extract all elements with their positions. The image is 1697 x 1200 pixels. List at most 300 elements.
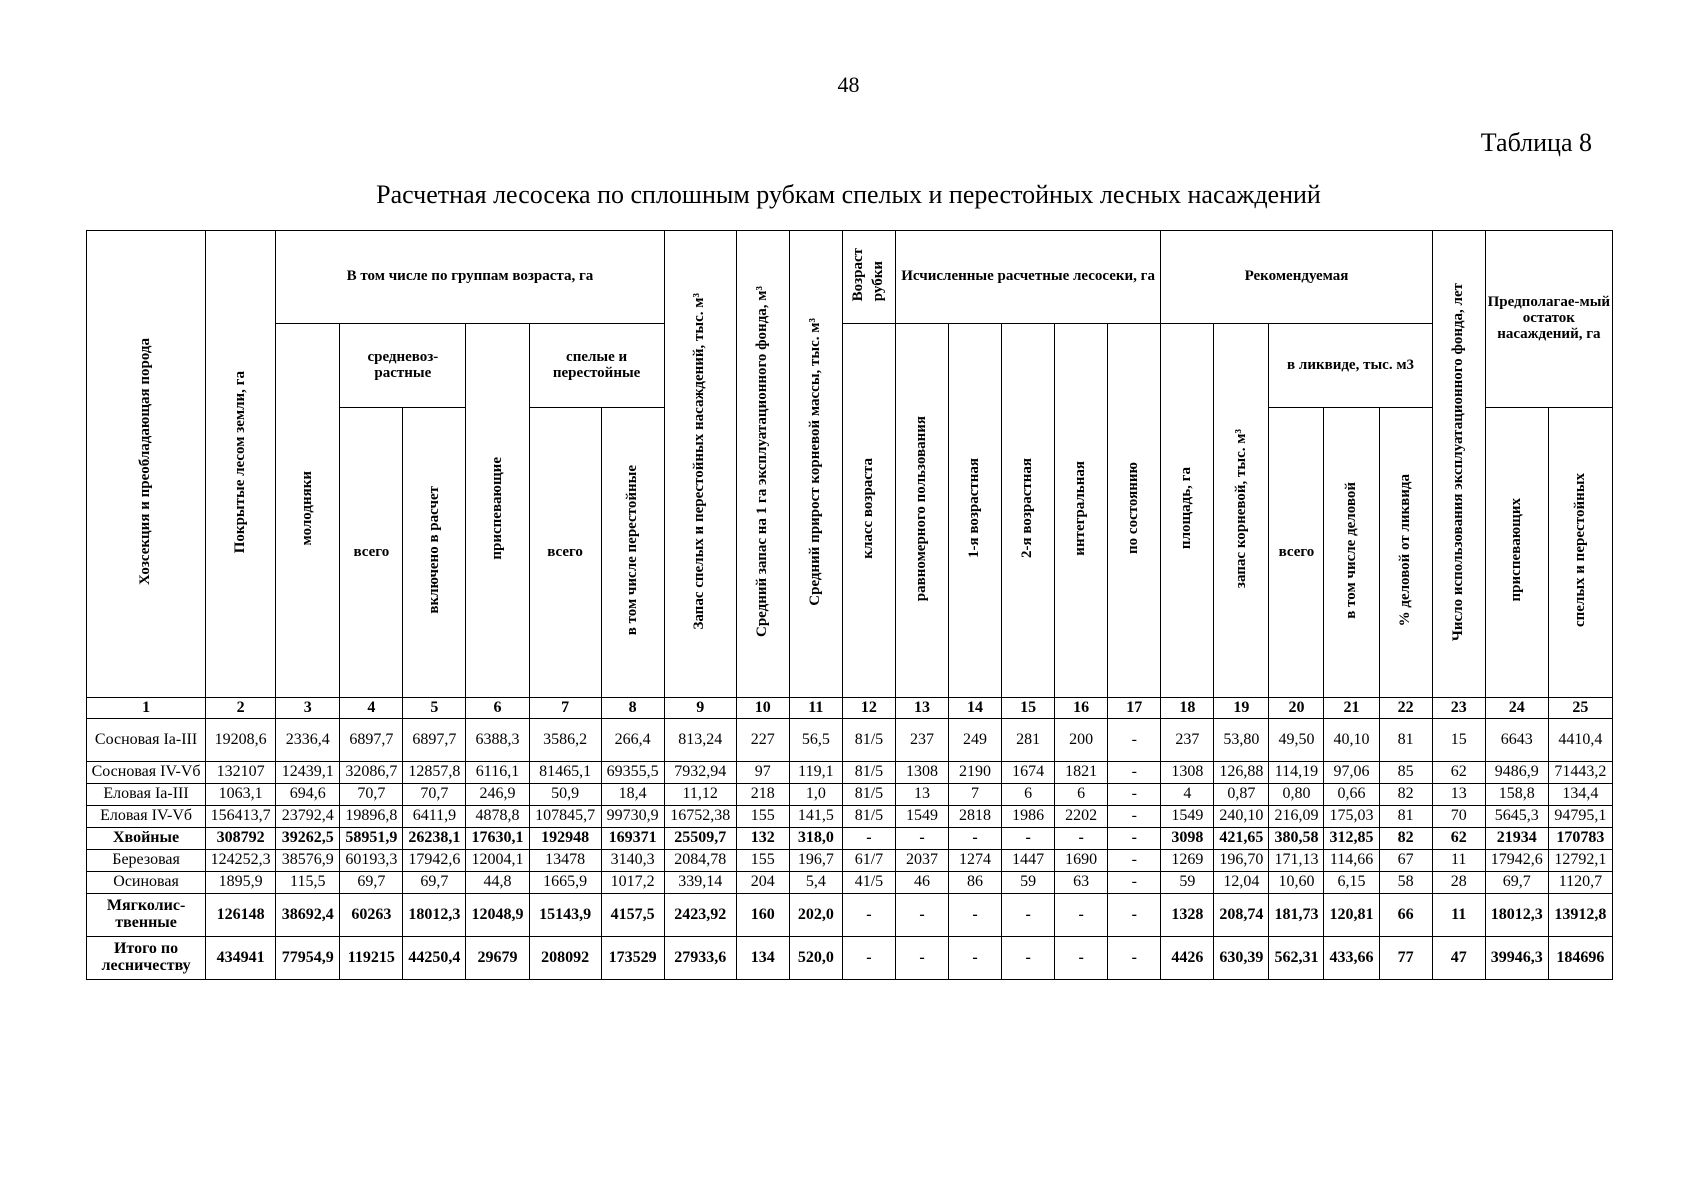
table-cell: 421,65: [1214, 828, 1269, 850]
column-number: 25: [1548, 698, 1612, 719]
table-cell: 81/5: [842, 806, 895, 828]
table-cell: 11,12: [664, 784, 736, 806]
table-cell: 59: [1161, 872, 1214, 894]
table-cell: 520,0: [789, 937, 842, 980]
table-cell: 237: [1161, 719, 1214, 762]
table-cell: 50,9: [529, 784, 601, 806]
table-cell: 339,14: [664, 872, 736, 894]
table-cell: 4410,4: [1548, 719, 1612, 762]
table-cell: 7932,94: [664, 762, 736, 784]
table-cell: 173529: [601, 937, 664, 980]
header-sredniy-prirost: Средний прирост корневой массы, тыс. м³: [789, 231, 842, 698]
table-cell: -: [1108, 806, 1161, 828]
column-number: 4: [340, 698, 403, 719]
table-cell: 249: [949, 719, 1002, 762]
table-cell: 40,10: [1324, 719, 1379, 762]
table-cell: 13: [1432, 784, 1485, 806]
table-cell: 46: [895, 872, 948, 894]
table-cell: 184696: [1548, 937, 1612, 980]
table-cell: 132107: [206, 762, 276, 784]
header-sredniy-zapas: Средний запас на 1 га эксплуатационного фонда, м³: [736, 231, 789, 698]
table-cell: 38576,9: [276, 850, 340, 872]
table-cell: 13: [895, 784, 948, 806]
column-number: 24: [1485, 698, 1548, 719]
table-cell: 1308: [1161, 762, 1214, 784]
table-cell: 2336,4: [276, 719, 340, 762]
table-cell: 86: [949, 872, 1002, 894]
table-cell: 97,06: [1324, 762, 1379, 784]
table-cell: -: [1108, 719, 1161, 762]
table-cell: 77: [1379, 937, 1432, 980]
column-number: 23: [1432, 698, 1485, 719]
table-cell: 17942,6: [403, 850, 466, 872]
table-cell: 0,66: [1324, 784, 1379, 806]
table-cell: 19896,8: [340, 806, 403, 828]
table-cell: 694,6: [276, 784, 340, 806]
table-cell: 2202: [1055, 806, 1108, 828]
table-cell: 58951,9: [340, 828, 403, 850]
table-cell: -: [1002, 894, 1055, 937]
table-cell: 18,4: [601, 784, 664, 806]
table-cell: 70,7: [340, 784, 403, 806]
table-cell: 246,9: [466, 784, 529, 806]
table-cell: 28: [1432, 872, 1485, 894]
table-cell: 202,0: [789, 894, 842, 937]
header-vklyucheno: включено в расчет: [403, 408, 466, 698]
table-cell: 0,87: [1214, 784, 1269, 806]
table-cell: 77954,9: [276, 937, 340, 980]
table-cell: 134: [736, 937, 789, 980]
table-cell: 49,50: [1269, 719, 1324, 762]
table-cell: 18012,3: [403, 894, 466, 937]
column-number: 10: [736, 698, 789, 719]
table-cell: 2818: [949, 806, 1002, 828]
table-cell: 60263: [340, 894, 403, 937]
column-number: 18: [1161, 698, 1214, 719]
column-number: 12: [842, 698, 895, 719]
table-cell: 11: [1432, 894, 1485, 937]
table-cell: 2423,92: [664, 894, 736, 937]
table-cell: 6: [1002, 784, 1055, 806]
header-pervaya: 1-я возрастная: [949, 324, 1002, 698]
table-cell: 81: [1379, 806, 1432, 828]
table-cell: 4426: [1161, 937, 1214, 980]
table-cell: 1549: [1161, 806, 1214, 828]
table-cell: 3098: [1161, 828, 1214, 850]
table-cell: -: [949, 828, 1002, 850]
table-cell: 66: [1379, 894, 1432, 937]
header-v-likvide: в ликвиде, тыс. м3: [1269, 324, 1432, 408]
table-label: Таблица 8: [1480, 128, 1592, 157]
table-cell: -: [1002, 937, 1055, 980]
table-cell: 25509,7: [664, 828, 736, 850]
table-cell: 17942,6: [1485, 850, 1548, 872]
column-number: 2: [206, 698, 276, 719]
table-cell: 85: [1379, 762, 1432, 784]
table-cell: -: [895, 828, 948, 850]
table-row: [87, 719, 1613, 762]
row-name: Мягколис-твенные: [87, 894, 206, 937]
table-cell: 21934: [1485, 828, 1548, 850]
table-cell: 6411,9: [403, 806, 466, 828]
table-cell: 119215: [340, 937, 403, 980]
table-cell: -: [842, 894, 895, 937]
table-cell: 134,4: [1548, 784, 1612, 806]
table-cell: 18012,3: [1485, 894, 1548, 937]
table-cell: 56,5: [789, 719, 842, 762]
table-cell: 4: [1161, 784, 1214, 806]
header-klass-vozrasta: класс возраста: [842, 324, 895, 698]
column-number: 6: [466, 698, 529, 719]
table-cell: -: [1108, 762, 1161, 784]
table-cell: 1986: [1002, 806, 1055, 828]
table-cell: 124252,3: [206, 850, 276, 872]
table-cell: -: [842, 828, 895, 850]
column-number-row: [87, 698, 1613, 719]
header-age-groups: В том числе по группам возраста, га: [276, 231, 664, 324]
table-cell: 0,80: [1269, 784, 1324, 806]
table-cell: 12857,8: [403, 762, 466, 784]
table-cell: 13912,8: [1548, 894, 1612, 937]
table-cell: 6643: [1485, 719, 1548, 762]
row-name: Сосновая Ia-III: [87, 719, 206, 762]
header-chislo-let: Число использования эксплуатационного фонда, лет: [1432, 231, 1485, 698]
table-cell: 312,85: [1324, 828, 1379, 850]
table-cell: 115,5: [276, 872, 340, 894]
table-cell: -: [949, 937, 1002, 980]
row-name: Еловая IV-Vб: [87, 806, 206, 828]
table-cell: 1690: [1055, 850, 1108, 872]
header-zapas-kornevoy: запас корневой, тыс. м³: [1214, 324, 1269, 698]
table-cell: -: [895, 894, 948, 937]
table-cell: 120,81: [1324, 894, 1379, 937]
table-cell: -: [1108, 872, 1161, 894]
table-cell: 1308: [895, 762, 948, 784]
header-srednevozrastnye: средневоз-растные: [340, 324, 466, 408]
table-cell: 6388,3: [466, 719, 529, 762]
table-cell: 3140,3: [601, 850, 664, 872]
column-number: 16: [1055, 698, 1108, 719]
table-cell: 59: [1002, 872, 1055, 894]
table-cell: 1120,7: [1548, 872, 1612, 894]
table-cell: 216,09: [1269, 806, 1324, 828]
table-cell: 69,7: [403, 872, 466, 894]
column-number: 1: [87, 698, 206, 719]
table-row: [87, 828, 1613, 850]
table-cell: 69,7: [340, 872, 403, 894]
table-cell: -: [1108, 850, 1161, 872]
table-cell: 114,66: [1324, 850, 1379, 872]
column-number: 21: [1324, 698, 1379, 719]
header-likvid-vsego: всего: [1269, 408, 1324, 698]
table-cell: 82: [1379, 828, 1432, 850]
header-vtoraya: 2-я возрастная: [1002, 324, 1055, 698]
table-cell: 9486,9: [1485, 762, 1548, 784]
table-cell: 69,7: [1485, 872, 1548, 894]
table-cell: 82: [1379, 784, 1432, 806]
header-vozrast: Возраст: [850, 247, 867, 302]
header-po-sostoyaniyu: по состоянию: [1108, 324, 1161, 698]
column-number: 20: [1269, 698, 1324, 719]
table-cell: 160: [736, 894, 789, 937]
table-cell: 266,4: [601, 719, 664, 762]
header-rekomenduemaya: Рекомендуемая: [1161, 231, 1432, 324]
table-cell: -: [1108, 894, 1161, 937]
table-cell: -: [1055, 828, 1108, 850]
table-cell: 3586,2: [529, 719, 601, 762]
table-cell: 81465,1: [529, 762, 601, 784]
table-cell: 1895,9: [206, 872, 276, 894]
table-cell: 71443,2: [1548, 762, 1612, 784]
table-cell: 318,0: [789, 828, 842, 850]
table-cell: 107845,7: [529, 806, 601, 828]
table-cell: 7: [949, 784, 1002, 806]
table-cell: 99730,9: [601, 806, 664, 828]
table-cell: 1269: [1161, 850, 1214, 872]
table-cell: 47: [1432, 937, 1485, 980]
table-cell: 218: [736, 784, 789, 806]
table-cell: 281: [1002, 719, 1055, 762]
table-cell: 200: [1055, 719, 1108, 762]
row-name: Сосновая IV-Vб: [87, 762, 206, 784]
table-header: [87, 231, 1613, 719]
table-cell: 562,31: [1269, 937, 1324, 980]
header-perestoinye: в том числе перестойные: [601, 408, 664, 698]
table-cell: -: [1108, 937, 1161, 980]
table-cell: 434941: [206, 937, 276, 980]
table-cell: 630,39: [1214, 937, 1269, 980]
table-cell: 1549: [895, 806, 948, 828]
table-cell: 208,74: [1214, 894, 1269, 937]
column-number: 9: [664, 698, 736, 719]
table-cell: 70,7: [403, 784, 466, 806]
table-cell: 1,0: [789, 784, 842, 806]
table-cell: 69355,5: [601, 762, 664, 784]
table-cell: 126148: [206, 894, 276, 937]
column-number: 8: [601, 698, 664, 719]
table-cell: 119,1: [789, 762, 842, 784]
table-cell: 38692,4: [276, 894, 340, 937]
header-ostatok: Предполагае-мый остаток насаждений, га: [1485, 231, 1612, 408]
table-cell: 12792,1: [1548, 850, 1612, 872]
header-spelyh: спелых и перестойных: [1548, 408, 1612, 698]
table-cell: 308792: [206, 828, 276, 850]
table-cell: 2037: [895, 850, 948, 872]
column-number: 17: [1108, 698, 1161, 719]
table-row: [87, 937, 1613, 980]
table-cell: 155: [736, 850, 789, 872]
row-name: Еловая Ia-III: [87, 784, 206, 806]
table-cell: 10,60: [1269, 872, 1324, 894]
table-cell: 6897,7: [403, 719, 466, 762]
table-cell: 15143,9: [529, 894, 601, 937]
table-cell: 1328: [1161, 894, 1214, 937]
table-cell: -: [1055, 894, 1108, 937]
table-cell: -: [949, 894, 1002, 937]
table-cell: 15: [1432, 719, 1485, 762]
table-cell: 27933,6: [664, 937, 736, 980]
header-ploshchad: площадь, га: [1161, 324, 1214, 698]
table-cell: -: [1002, 828, 1055, 850]
table-cell: 39262,5: [276, 828, 340, 850]
row-name: Хвойные: [87, 828, 206, 850]
column-number: 3: [276, 698, 340, 719]
table-cell: 67: [1379, 850, 1432, 872]
table-cell: 94795,1: [1548, 806, 1612, 828]
table-cell: 155: [736, 806, 789, 828]
table-cell: 181,73: [1269, 894, 1324, 937]
table-cell: 97: [736, 762, 789, 784]
row-name: Итого по лесничеству: [87, 937, 206, 980]
table-cell: 44250,4: [403, 937, 466, 980]
table-cell: 63: [1055, 872, 1108, 894]
table-cell: 240,10: [1214, 806, 1269, 828]
header-molodnyaki: молодняки: [276, 324, 340, 698]
table-cell: -: [1055, 937, 1108, 980]
table-row: [87, 894, 1613, 937]
table-cell: 1665,9: [529, 872, 601, 894]
table-cell: 6,15: [1324, 872, 1379, 894]
table-cell: 126,88: [1214, 762, 1269, 784]
table-cell: 1447: [1002, 850, 1055, 872]
row-name: Осиновая: [87, 872, 206, 894]
table-cell: 813,24: [664, 719, 736, 762]
table-cell: 29679: [466, 937, 529, 980]
table-cell: 12,04: [1214, 872, 1269, 894]
header-prispevayushchih: приспевающих: [1485, 408, 1548, 698]
table-cell: 1274: [949, 850, 1002, 872]
table-cell: 81/5: [842, 762, 895, 784]
header-prispevayushchie: приспевающие: [466, 324, 529, 698]
table-cell: 169371: [601, 828, 664, 850]
column-number: 11: [789, 698, 842, 719]
table-cell: 11: [1432, 850, 1485, 872]
table-cell: 12004,1: [466, 850, 529, 872]
column-number: 14: [949, 698, 1002, 719]
table-cell: 62: [1432, 828, 1485, 850]
table-cell: 39946,3: [1485, 937, 1548, 980]
column-number: 22: [1379, 698, 1432, 719]
table-cell: 132: [736, 828, 789, 850]
header-hozsekciya: Хозсекция и преобладающая порода: [87, 231, 206, 698]
table-cell: 237: [895, 719, 948, 762]
table-cell: 32086,7: [340, 762, 403, 784]
table-row: [87, 872, 1613, 894]
header-ischislennye: Исчисленные расчетные лесосеки, га: [895, 231, 1160, 324]
table-cell: 227: [736, 719, 789, 762]
table-cell: 17630,1: [466, 828, 529, 850]
table-cell: 62: [1432, 762, 1485, 784]
header-ravnomernogo: равномерного пользования: [895, 324, 948, 698]
table-cell: 175,03: [1324, 806, 1379, 828]
table-cell: 141,5: [789, 806, 842, 828]
column-number: 15: [1002, 698, 1055, 719]
header-rubki: рубки: [869, 261, 886, 302]
table-cell: 81/5: [842, 719, 895, 762]
column-number: 7: [529, 698, 601, 719]
table-cell: 156413,7: [206, 806, 276, 828]
page-number: 48: [837, 72, 860, 97]
table-cell: 208092: [529, 937, 601, 980]
table-cell: 2190: [949, 762, 1002, 784]
table-cell: 81: [1379, 719, 1432, 762]
table-cell: 60193,3: [340, 850, 403, 872]
table-cell: 5,4: [789, 872, 842, 894]
table-row: [87, 850, 1613, 872]
table-cell: 70: [1432, 806, 1485, 828]
table-cell: 44,8: [466, 872, 529, 894]
table-title: Расчетная лесосека по сплошным рубкам спелых и перестойных лесных насаждений: [376, 180, 1321, 209]
table-cell: 13478: [529, 850, 601, 872]
table-cell: 41/5: [842, 872, 895, 894]
table-cell: 1674: [1002, 762, 1055, 784]
table-cell: -: [842, 937, 895, 980]
table-cell: 1821: [1055, 762, 1108, 784]
table-cell: 2084,78: [664, 850, 736, 872]
table-cell: 26238,1: [403, 828, 466, 850]
table-cell: 61/7: [842, 850, 895, 872]
forest-cut-table: [86, 230, 1613, 980]
table-cell: 53,80: [1214, 719, 1269, 762]
table-cell: 12048,9: [466, 894, 529, 937]
table-body: [87, 719, 1613, 980]
table-row: [87, 806, 1613, 828]
table-cell: 6: [1055, 784, 1108, 806]
table-cell: -: [1108, 828, 1161, 850]
column-number: 5: [403, 698, 466, 719]
table-cell: 192948: [529, 828, 601, 850]
header-vozrast-rubki: [842, 231, 895, 324]
table-row: [87, 784, 1613, 806]
column-number: 19: [1214, 698, 1269, 719]
row-name: Березовая: [87, 850, 206, 872]
table-cell: 16752,38: [664, 806, 736, 828]
table-cell: 1063,1: [206, 784, 276, 806]
header-zapas: Запас спелых и перестойных насаждений, тыс. м³: [664, 231, 736, 698]
table-cell: 196,7: [789, 850, 842, 872]
table-cell: -: [895, 937, 948, 980]
table-cell: 433,66: [1324, 937, 1379, 980]
table-cell: 81/5: [842, 784, 895, 806]
header-spelye: спелые и перестойные: [529, 324, 664, 408]
table-cell: 204: [736, 872, 789, 894]
table-cell: -: [1108, 784, 1161, 806]
header-integralnaya: интегральная: [1055, 324, 1108, 698]
table-cell: 23792,4: [276, 806, 340, 828]
table-cell: 4157,5: [601, 894, 664, 937]
table-cell: 170783: [1548, 828, 1612, 850]
table-cell: 6116,1: [466, 762, 529, 784]
table-cell: 19208,6: [206, 719, 276, 762]
table-cell: 196,70: [1214, 850, 1269, 872]
table-cell: 4878,8: [466, 806, 529, 828]
table-cell: 58: [1379, 872, 1432, 894]
header-spelye-vsego: всего: [529, 408, 601, 698]
table-cell: 1017,2: [601, 872, 664, 894]
table-cell: 380,58: [1269, 828, 1324, 850]
table-cell: 5645,3: [1485, 806, 1548, 828]
header-delovoy: в том числе деловой: [1324, 408, 1379, 698]
table-cell: 6897,7: [340, 719, 403, 762]
table-cell: 158,8: [1485, 784, 1548, 806]
table-cell: 171,13: [1269, 850, 1324, 872]
header-pokrytye: Покрытые лесом земли, га: [206, 231, 276, 698]
header-srednevozrastnye-vsego: всего: [340, 408, 403, 698]
header-procent-delovoy: % деловой от ликвида: [1379, 408, 1432, 698]
table-row: [87, 762, 1613, 784]
table-cell: 114,19: [1269, 762, 1324, 784]
column-number: 13: [895, 698, 948, 719]
